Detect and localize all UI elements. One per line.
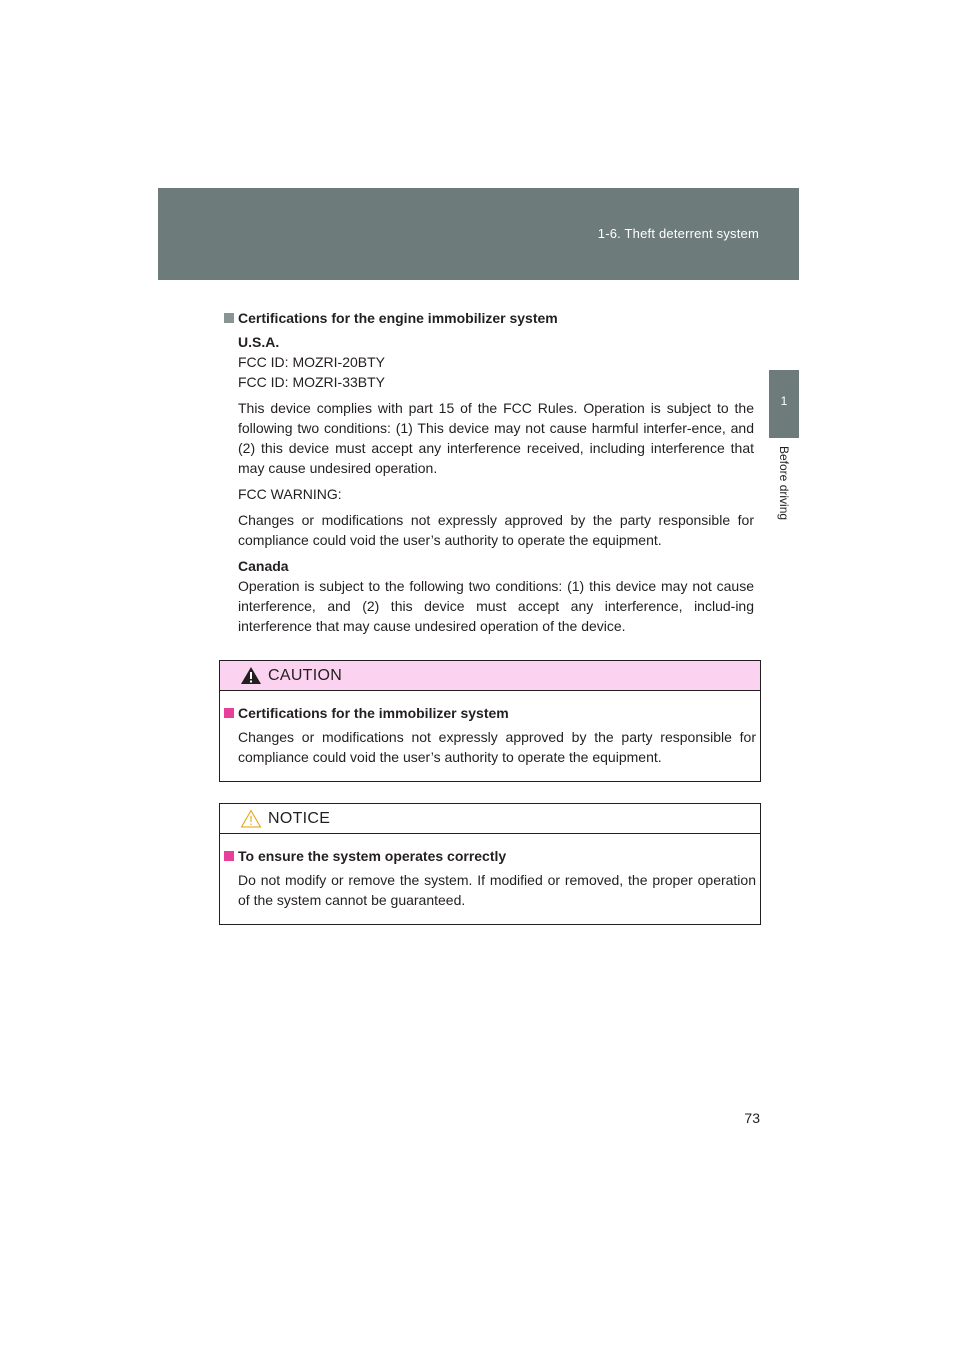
page-number: 73 [744,1110,760,1126]
notice-label: NOTICE [268,809,331,827]
canada-label: Canada [238,558,289,574]
fcc-warning-text: Changes or modifications not expressly approved by the party responsible for compliance could void the user’s authority to operate the equipment. [238,512,754,548]
notice-text: Do not modify or remove the system. If modified or removed, the proper operation of the system cannot be guaranteed. [238,872,756,908]
gray-square-bullet-icon [224,313,234,323]
certification-heading: Certifications for the engine immobilizer system [224,308,754,328]
warning-triangle-icon [240,666,262,685]
fcc-warning-label: FCC WARNING: [238,486,342,502]
fcc-id-1: FCC ID: MOZRI-20BTY [238,354,386,370]
main-content [224,308,754,642]
magenta-square-bullet-icon [224,708,234,718]
section-title: 1-6. Theft deterrent system [597,226,759,241]
chapter-number: 1 [780,394,788,408]
usa-label: U.S.A. [238,334,280,350]
notice-triangle-icon [240,809,262,828]
notice-heading: To ensure the system operates correctly [224,846,756,866]
magenta-square-bullet-icon [224,851,234,861]
chapter-tab [769,370,799,438]
caution-label: CAUTION [268,666,343,684]
caution-header [220,661,760,691]
caution-text: Changes or modifications not expressly approved by the party responsible for compliance could void the user’s authority to operate the equipment. [238,729,756,765]
chapter-label: Before driving [777,446,791,521]
canada-text: Operation is subject to the following two conditions: (1) this device may not cause interference, and (2) this device must accept any interference, includ-ing interference that may cause undesired operation of the device. [238,578,754,634]
notice-box [219,803,761,925]
caution-heading: Certifications for the immobilizer system [224,703,756,723]
caution-box [219,660,761,782]
notice-header [220,804,760,834]
fcc-id-2: FCC ID: MOZRI-33BTY [238,374,386,390]
section-header-bar [158,188,799,280]
compliance-text: This device complies with part 15 of the FCC Rules. Operation is subject to the following two conditions: (1) This device may not cause harmful interfer-ence, and (2) this device must accept any interference received, including interference that may cause undesired operation. [238,400,754,476]
